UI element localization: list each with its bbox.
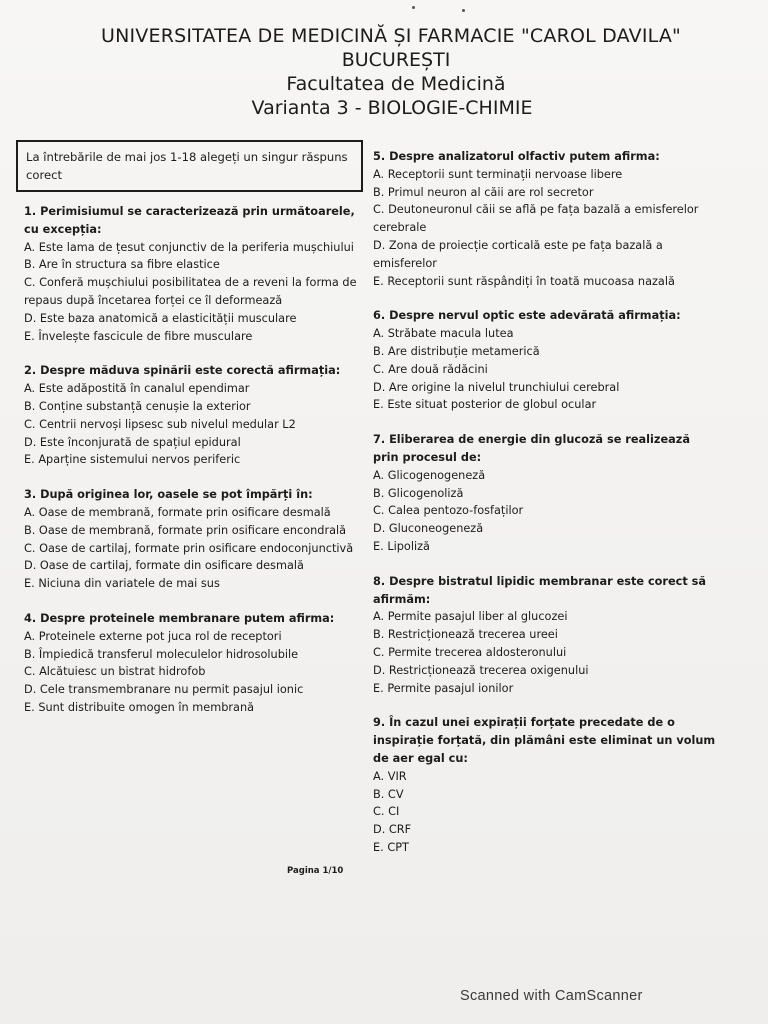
option-c: C. Alcătuiesc un bistrat hidrofob xyxy=(24,665,206,679)
option-e: E. Permite pasajul ionilor xyxy=(373,681,514,695)
question-4 xyxy=(24,610,369,717)
option-b: B. Restricționează trecerea ureei xyxy=(373,628,558,642)
page-number: Pagina 1/10 xyxy=(287,866,344,876)
option-e: E. Aparține sistemului nervos periferic xyxy=(24,453,241,467)
option-a: A. Proteinele externe pot juca rol de receptori xyxy=(24,629,282,643)
option-c: C. Centrii nervoși lipsesc sub nivelul medular L2 xyxy=(24,417,296,431)
option-d: D. Este înconjurată de spațiul epidural xyxy=(24,435,241,449)
option-c: C. Oase de cartilaj, formate prin osificare endoconjunctivă xyxy=(24,541,354,555)
option-d: D. Este baza anatomică a elasticității musculare xyxy=(24,311,297,325)
option-c: C. Permite trecerea aldosteronului xyxy=(373,645,567,659)
option-c: C. Are două rădăcini xyxy=(373,362,488,376)
option-d: D. Are origine la nivelul trunchiului cerebral xyxy=(373,380,620,394)
question-1 xyxy=(24,203,369,345)
city-name: BUCUREȘTI xyxy=(341,49,451,71)
option-c: C. Calea pentozo-fosfaților xyxy=(373,504,524,518)
option-b: B. Împiedică transferul moleculelor hidrosolubile xyxy=(24,647,299,661)
option-e: E. Niciuna din variatele de mai sus xyxy=(24,577,220,591)
question-6 xyxy=(373,307,718,414)
question-title: 2. Despre măduva spinării este corectă afirmația: xyxy=(24,364,341,378)
question-title: 1. Perimisiumul se caracterizează prin următoarele, cu excepția: xyxy=(24,205,355,236)
scan-speck xyxy=(462,9,465,12)
question-8 xyxy=(373,573,718,698)
option-e: E. Sunt distribuite omogen în membrană xyxy=(24,700,255,714)
question-5 xyxy=(373,148,718,290)
right-column xyxy=(373,148,718,874)
option-b: B. Are în structura sa fibre elastice xyxy=(24,258,220,272)
option-d: D. Oase de cartilaj, formate din osificare desmală xyxy=(24,559,304,573)
option-c: C. Deutoneuronul căii se află pe fața bazală a emisferelor cerebrale xyxy=(373,203,699,235)
option-d: D. Gluconeogeneză xyxy=(373,522,484,536)
option-e: E. Lipoliză xyxy=(373,539,430,553)
option-a: A. Receptorii sunt terminații nervoase libere xyxy=(373,167,623,181)
option-a: A. Glicogenogeneză xyxy=(373,468,486,482)
option-d: D. Cele transmembranare nu permit pasajul ionic xyxy=(24,683,304,697)
option-b: B. Oase de membrană, formate prin osificare encondrală xyxy=(24,523,347,537)
question-title: 8. Despre bistratul lipidic membranar este corect să afirmăm: xyxy=(373,574,707,606)
left-column xyxy=(24,203,369,734)
question-title: 7. Eliberarea de energie din glucoză se realizează prin procesul de: xyxy=(373,433,690,464)
option-a: A. Este lama de țesut conjunctiv de la periferia mușchiului xyxy=(24,240,354,254)
question-title: 5. Despre analizatorul olfactiv putem afirma: xyxy=(373,150,660,163)
option-b: B. Primul neuron al căii are rol secretor xyxy=(373,185,594,199)
option-e: E. Receptorii sunt răspândiți în toată mucoasa nazală xyxy=(373,274,675,288)
option-b: B. Glicogenoliză xyxy=(373,486,464,500)
university-name: UNIVERSITATEA DE MEDICINĂ ȘI FARMACIE "CAROL DAVILA" xyxy=(100,25,681,47)
option-b: B. Conține substanță cenușie la exterior xyxy=(24,399,251,413)
exam-variant-title: Varianta 3 - BIOLOGIE-CHIMIE xyxy=(251,97,533,119)
option-b: B. Are distribuție metamerică xyxy=(373,344,540,358)
question-title: 4. Despre proteinele membranare putem afirma: xyxy=(24,611,335,625)
option-e: E. Învelește fascicule de fibre musculare xyxy=(24,329,253,343)
instructions-box: La întrebările de mai jos 1-18 alegeți un singur răspuns corect xyxy=(16,140,363,192)
question-title: 6. Despre nervul optic este adevărată afirmația: xyxy=(373,309,681,323)
question-9 xyxy=(373,714,718,856)
option-c: C. Conferă mușchiului posibilitatea de a reveni la forma de repaus după încetarea forței ce îl deformează xyxy=(24,276,357,307)
question-2 xyxy=(24,362,369,469)
question-7 xyxy=(373,431,718,556)
option-a: A. VIR xyxy=(373,769,407,783)
camscanner-watermark: Scanned with CamScanner xyxy=(460,988,643,1004)
scan-speck xyxy=(412,6,415,9)
option-a: A. Străbate macula lutea xyxy=(373,327,514,341)
option-d: D. CRF xyxy=(373,823,412,837)
question-3 xyxy=(24,486,369,593)
option-d: D. Zona de proiecție corticală este pe fața bazală a emisferelor xyxy=(373,238,663,270)
option-e: E. CPT xyxy=(373,840,409,854)
faculty-name: Facultatea de Medicină xyxy=(286,73,506,95)
option-c: C. CI xyxy=(373,805,400,819)
option-a: A. Permite pasajul liber al glucozei xyxy=(373,610,568,624)
option-d: D. Restricționează trecerea oxigenului xyxy=(373,663,589,677)
option-a: A. Este adăpostită în canalul ependimar xyxy=(24,382,250,396)
option-b: B. CV xyxy=(373,787,404,801)
question-title: 3. După originea lor, oasele se pot împărți în: xyxy=(24,488,313,502)
document-header xyxy=(0,24,768,120)
question-title: 9. În cazul unei expirații forțate precedate de o inspirație forțată, din plămâni este eliminat un volum de aer egal cu: xyxy=(373,716,716,765)
option-e: E. Este situat posterior de globul ocular xyxy=(373,398,597,412)
option-a: A. Oase de membrană, formate prin osificare desmală xyxy=(24,505,331,519)
